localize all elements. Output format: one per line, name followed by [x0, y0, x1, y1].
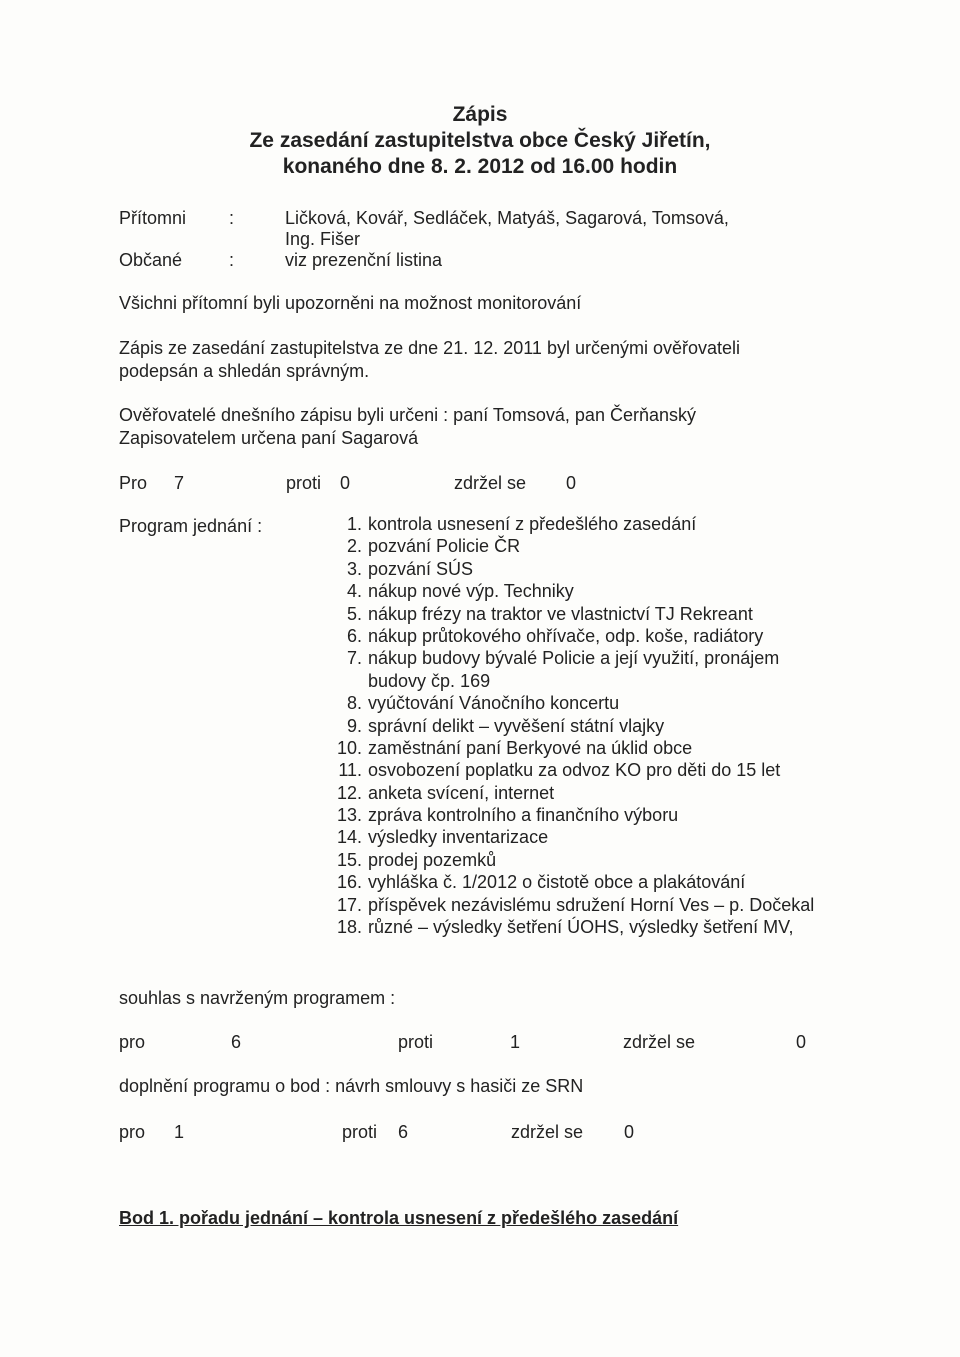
vote3-pro-value: 1 [174, 1122, 185, 1142]
vote2-pro-value: 6 [231, 1032, 242, 1052]
vote2-proti-value: 1 [510, 1032, 521, 1052]
program-item: 1. kontrola usnesení z předešlého zasedání [346, 514, 697, 534]
vote3-zdrzel-label: zdržel se [511, 1122, 584, 1142]
previous-minutes: Zápis ze zasedání zastupitelstva ze dne 21. 12. 2011 byl určenými ověřovateli [119, 338, 741, 358]
program-item: 12. anketa svícení, internet [336, 782, 555, 803]
program-item: 8. vyúčtování Vánočního koncertu [346, 693, 620, 714]
vote3-zdrzel-value: 0 [624, 1122, 635, 1142]
doc-date-line: konaného dne 8. 2. 2012 od 16.00 hodin [282, 155, 678, 178]
citizens-colon: : [229, 250, 235, 270]
section-heading: Bod 1. pořadu jednání – kontrola usnesení z předešlého zasedání [119, 1208, 679, 1228]
citizens-label: Občané [119, 250, 183, 270]
program-item: 18. různé – výsledky šetření ÚOHS, výsledky šetření MV, [336, 917, 794, 938]
program-item: 17. příspěvek nezávislému sdružení Horní Ves – p. Dočekal [336, 894, 815, 915]
previous-minutes-cont: podepsán a shledán správným. [119, 361, 370, 381]
program-item: 3. pozvání SÚS [346, 558, 474, 579]
vote1-pro-value: 7 [174, 473, 185, 493]
program-item: 6. nákup průtokového ohřívače, odp. koše, radiátory [346, 625, 764, 646]
monitoring-notice: Všichni přítomní byli upozorněni na možnost monitorování [119, 293, 582, 313]
program-item: 11. osvobození poplatku za odvoz KO pro děti do 15 let [338, 760, 781, 781]
citizens-value: viz prezenční listina [285, 250, 443, 270]
present-names: Ličková, Kovář, Sedláček, Matyáš, Sagarová, Tomsová, [285, 208, 729, 228]
program-item: 16. vyhláška č. 1/2012 o čistotě obce a plakátování [336, 872, 746, 893]
present-colon: : [229, 208, 235, 228]
program-label: Program jednání : [119, 516, 263, 536]
program-item: 2. pozvání Policie ČR [346, 536, 521, 557]
vote2-pro-label: pro [119, 1032, 146, 1052]
doc-title: Zápis [452, 103, 508, 126]
program-item: 5. nákup frézy na traktor ve vlastnictví TJ Rekreant [346, 603, 753, 624]
vote3-proti-value: 6 [398, 1122, 409, 1142]
program-item: 9. správní delikt – vyvěšení státní vlajky [346, 715, 665, 736]
vote3-pro-label: pro [119, 1122, 146, 1142]
program-item: 4. nákup nové výp. Techniky [346, 581, 574, 602]
program-item: 15. prodej pozemků [336, 849, 497, 870]
program-list [320, 513, 814, 938]
program-item: 13. zpráva kontrolního a finančního výboru [336, 805, 679, 826]
doc-subtitle: Ze zasedání zastupitelstva obce Český Jiřetín, [249, 129, 711, 152]
vote1-pro-label: Pro [119, 473, 148, 493]
vote2-proti-label: proti [398, 1032, 434, 1052]
verifiers-line: Ověřovatelé dnešního zápisu byli určeni : paní Tomsová, pan Čerňanský [119, 405, 696, 425]
vote1-proti-label: proti [286, 473, 322, 493]
program-item: 10. zaměstnání paní Berkyové na úklid obce [336, 737, 693, 758]
program-item: 14. výsledky inventarizace [336, 827, 549, 848]
program-agreement: souhlas s navrženým programem : [119, 988, 396, 1008]
vote1-zdrzel-value: 0 [566, 473, 577, 493]
vote2-zdrzel-value: 0 [796, 1032, 807, 1052]
recorder-line: Zapisovatelem určena paní Sagarová [119, 428, 419, 448]
program-addition: doplnění programu o bod : návrh smlouvy s hasiči ze SRN [119, 1076, 584, 1096]
vote3-proti-label: proti [342, 1122, 378, 1142]
vote1-zdrzel-label: zdržel se [454, 473, 527, 493]
vote1-proti-value: 0 [340, 473, 351, 493]
vote2-zdrzel-label: zdržel se [623, 1032, 696, 1052]
program-item: 7. nákup budovy bývalé Policie a její využití, pronájem [346, 648, 780, 669]
program-item-cont: budovy čp. 169 [368, 670, 491, 691]
present-names-cont: Ing. Fišer [285, 229, 361, 249]
present-label: Přítomni [119, 208, 187, 228]
